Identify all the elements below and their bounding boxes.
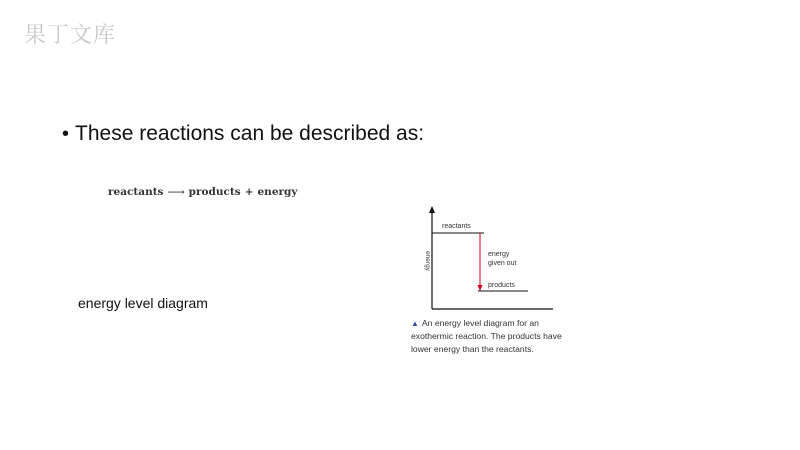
equation-energy: energy bbox=[257, 186, 298, 198]
energy-level-diagram bbox=[410, 203, 570, 318]
watermark: 果丁文库 bbox=[24, 23, 117, 48]
side-label: energy level diagram bbox=[78, 295, 208, 311]
diagram-caption bbox=[411, 317, 571, 355]
equation-arrow: ⟶ bbox=[167, 185, 185, 199]
bullet-text: These reactions can be described as: bbox=[75, 122, 425, 145]
energy-arrowhead bbox=[478, 285, 483, 291]
bullet-marker: • bbox=[62, 122, 70, 145]
reactants-label: reactants bbox=[442, 223, 471, 230]
y-axis-label: energy bbox=[424, 251, 431, 271]
word-equation bbox=[108, 185, 297, 199]
y-axis-arrowhead bbox=[429, 206, 435, 213]
caption-text: An energy level diagram for an exothermic reaction. The products have lower energy than the reactants. bbox=[411, 318, 562, 354]
equation-products: products bbox=[188, 186, 241, 198]
energy-label-line2: given out bbox=[488, 260, 517, 267]
bullet-point bbox=[62, 122, 424, 146]
energy-label-line1: energy bbox=[488, 251, 510, 258]
triangle-icon: ▲ bbox=[411, 319, 419, 328]
equation-reactants: reactants bbox=[108, 186, 164, 198]
products-label: products bbox=[488, 282, 515, 289]
equation-plus: + bbox=[244, 186, 254, 198]
